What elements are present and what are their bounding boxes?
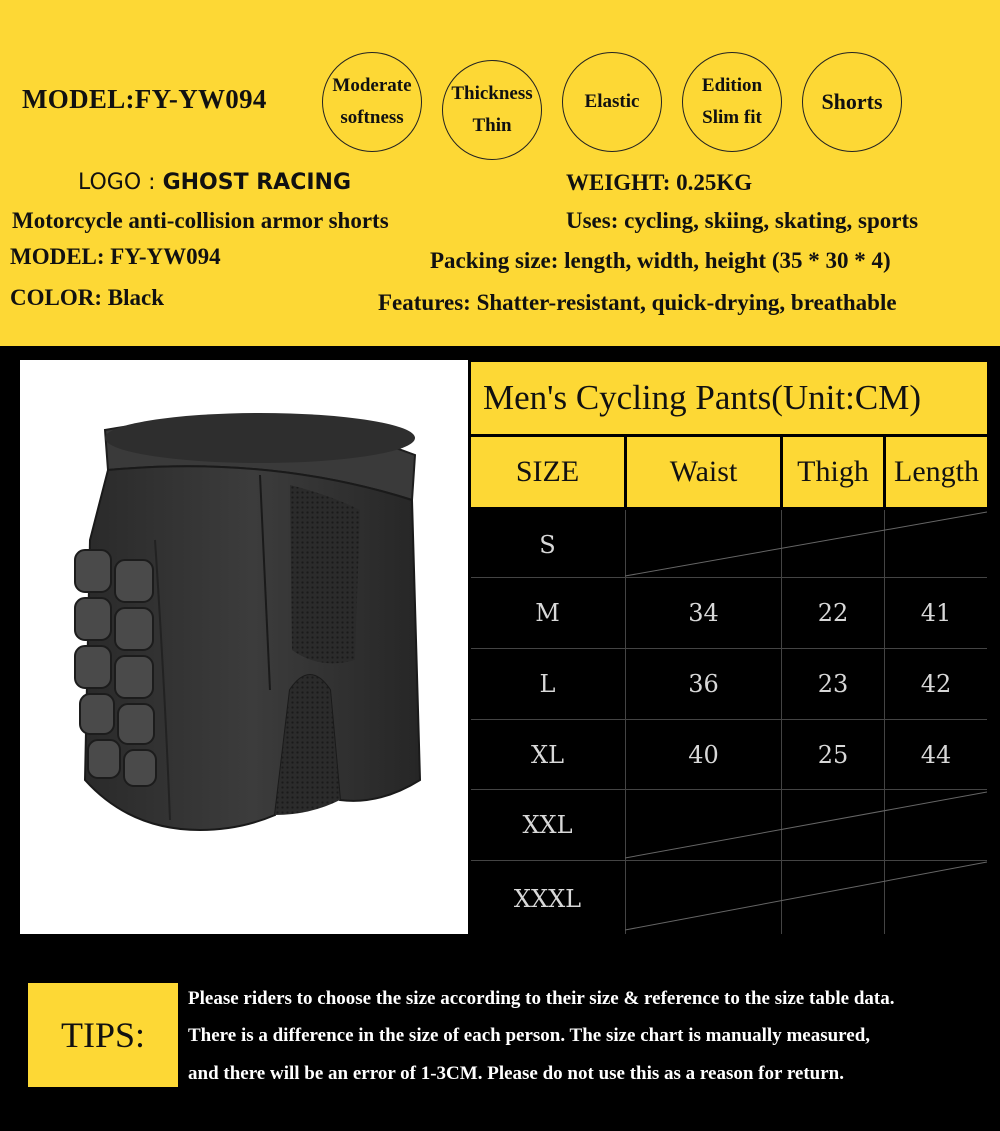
uses-spec: Uses: cycling, skiing, skating, sports bbox=[566, 208, 919, 233]
length-m: 41 bbox=[920, 599, 952, 627]
size-s: S bbox=[539, 530, 556, 559]
tips-line-3: and there will be an error of 1-3CM. Please do not use this as a reason for return. bbox=[188, 1063, 844, 1084]
thigh-xl: 25 bbox=[817, 741, 849, 769]
tips-line-2: There is a difference in the size of each person. The size chart is manually measured, bbox=[188, 1025, 871, 1046]
packing-spec: Packing size: length, width, height (35 * 30 * 4) bbox=[430, 248, 891, 273]
size-xxxl: XXXL bbox=[513, 884, 582, 913]
waist-m: 34 bbox=[688, 599, 719, 627]
badge-softness: Moderate softness bbox=[322, 52, 422, 152]
header-thigh: Thigh bbox=[783, 437, 883, 507]
spec-banner bbox=[0, 0, 1000, 350]
badge-shorts: Shorts bbox=[802, 52, 902, 152]
model-title: MODEL:FY-YW094 bbox=[22, 84, 267, 114]
waist-xl: 40 bbox=[688, 741, 719, 769]
size-l: L bbox=[539, 670, 556, 698]
thigh-l: 23 bbox=[817, 670, 849, 698]
badge-edition: Edition Slim fit bbox=[682, 52, 782, 152]
badge-elastic: Elastic bbox=[562, 52, 662, 152]
logo-spec: LOGO : GHOST RACING bbox=[78, 170, 352, 195]
brand-name: GHOST RACING bbox=[162, 170, 352, 195]
size-xxl: XXL bbox=[522, 811, 573, 839]
size-xl: XL bbox=[530, 741, 565, 769]
waist-l: 36 bbox=[688, 670, 719, 698]
armor-shorts-image bbox=[20, 360, 468, 934]
features-spec: Features: Shatter-resistant, quick-drying, breathable bbox=[378, 290, 897, 315]
product-description: Motorcycle anti-collision armor shorts bbox=[12, 208, 389, 233]
tips-label: TIPS: bbox=[28, 983, 178, 1087]
length-xl: 44 bbox=[920, 741, 952, 769]
length-l: 42 bbox=[920, 670, 952, 698]
weight-spec: WEIGHT: 0.25KG bbox=[566, 170, 753, 195]
thigh-m: 22 bbox=[817, 599, 849, 627]
color-spec: COLOR: Black bbox=[10, 285, 164, 310]
size-chart-title: Men's Cycling Pants(Unit:CM) bbox=[471, 362, 987, 434]
product-photo-panel bbox=[20, 360, 468, 934]
model-spec: MODEL: FY-YW094 bbox=[10, 244, 221, 269]
header-waist: Waist bbox=[627, 437, 780, 507]
header-size: SIZE bbox=[471, 437, 624, 507]
header-length: Length bbox=[886, 437, 987, 507]
badge-thickness: Thickness Thin bbox=[442, 60, 542, 160]
size-m: M bbox=[535, 599, 560, 627]
tips-line-1: Please riders to choose the size according to their size & reference to the size table data. bbox=[188, 988, 895, 1009]
size-chart bbox=[471, 362, 987, 936]
